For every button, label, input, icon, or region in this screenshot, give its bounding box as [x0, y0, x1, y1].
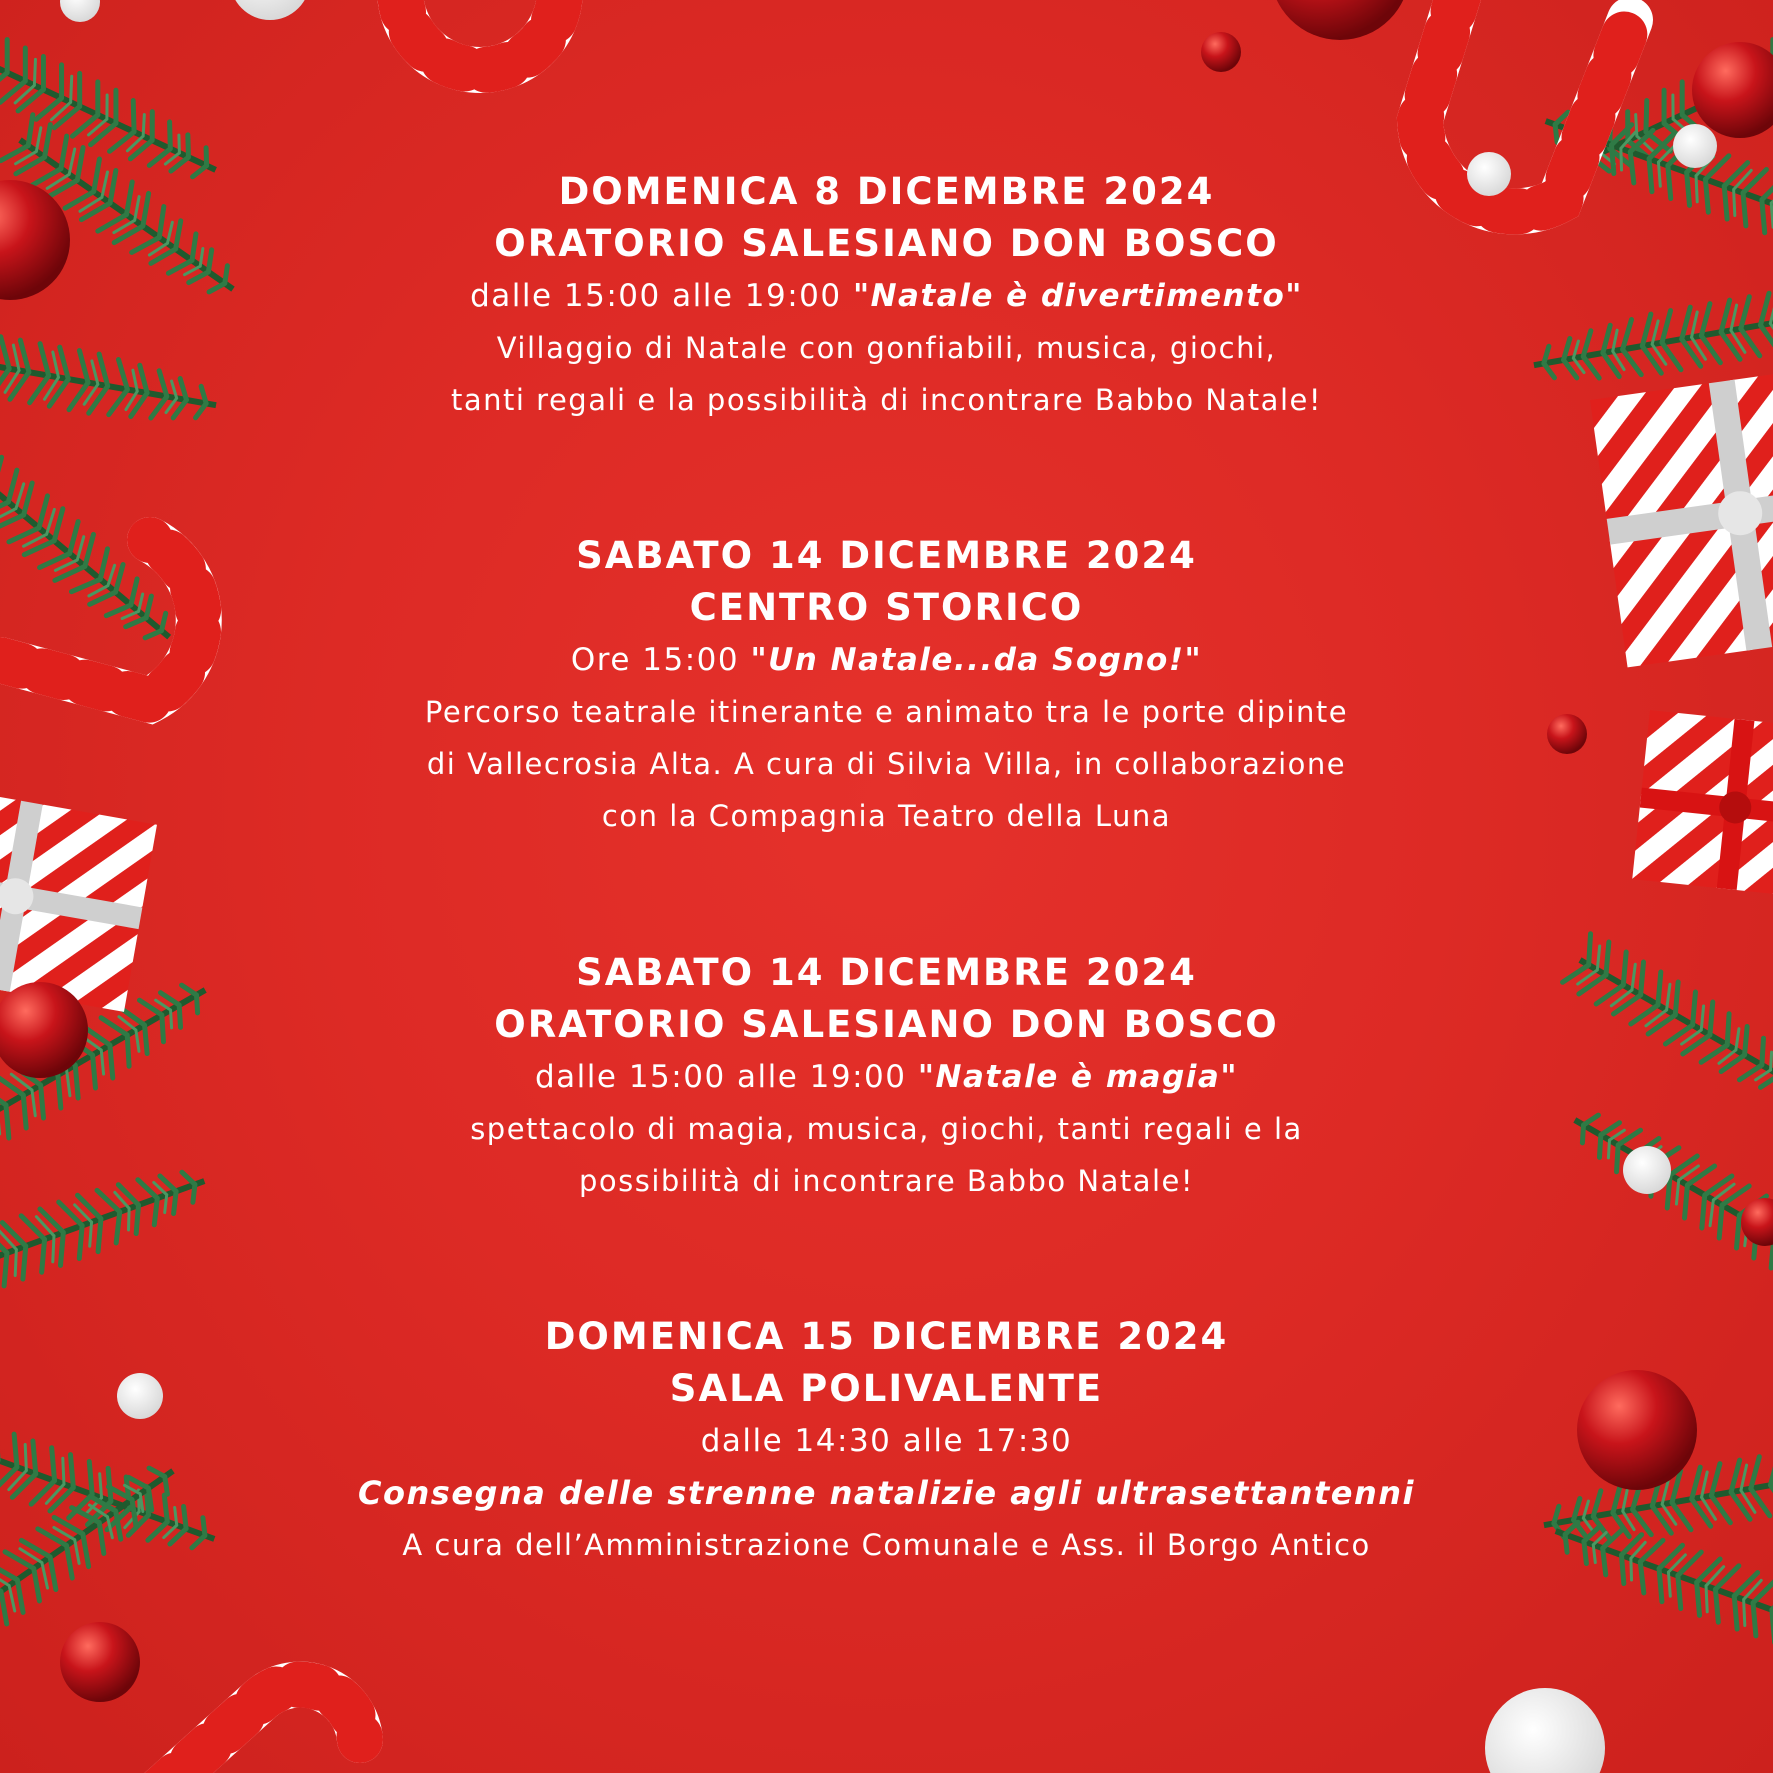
- description-line: spettacolo di magia, musica, giochi, tanti regali e la: [470, 1112, 1303, 1146]
- event-time: dalle 15:00 alle 19:00: [470, 278, 853, 314]
- event-time: dalle 14:30 alle 17:30: [700, 1423, 1073, 1459]
- event-4: [260, 1311, 1513, 1571]
- description-line: possibilità di incontrare Babbo Natale!: [578, 1164, 1195, 1198]
- event-1: [260, 166, 1513, 426]
- event-place: ORATORIO SALESIANO DON BOSCO: [494, 222, 1279, 265]
- event-title: "Natale è magia": [917, 1059, 1238, 1095]
- event-3: [260, 947, 1513, 1207]
- event-time-line: [260, 270, 1513, 322]
- event-time: dalle 15:00 alle 19:00: [535, 1059, 918, 1095]
- description-line: Percorso teatrale itinerante e animato tra le porte dipinte: [424, 695, 1349, 729]
- event-description: [260, 686, 1513, 842]
- event-place: ORATORIO SALESIANO DON BOSCO: [494, 1003, 1279, 1046]
- description-line: tanti regali e la possibilità di incontrare Babbo Natale!: [451, 383, 1322, 417]
- event-time-line: [260, 634, 1513, 686]
- event-date: SABATO 14 DICEMBRE 2024: [576, 951, 1197, 994]
- description-line: Villaggio di Natale con gonfiabili, musica, giochi,: [496, 331, 1277, 365]
- description-line: di Vallecrosia Alta. A cura di Silvia Villa, in collaborazione: [426, 747, 1347, 781]
- event-place: SALA POLIVALENTE: [669, 1367, 1104, 1410]
- event-2: [260, 530, 1513, 842]
- event-time: Ore 15:00: [570, 642, 751, 678]
- event-time-line: [260, 1051, 1513, 1103]
- event-date: DOMENICA 15 DICEMBRE 2024: [544, 1315, 1229, 1358]
- event-subtitle: Consegna delle strenne natalizie agli ultrasettantenni: [358, 1474, 1415, 1512]
- event-description: [260, 1519, 1513, 1571]
- event-title: "Natale è divertimento": [852, 278, 1303, 314]
- event-date: SABATO 14 DICEMBRE 2024: [576, 534, 1197, 577]
- event-date: DOMENICA 8 DICEMBRE 2024: [558, 170, 1215, 213]
- description-line: con la Compagnia Teatro della Luna: [601, 799, 1172, 833]
- event-description: [260, 1103, 1513, 1207]
- description-line: A cura dell’Amministrazione Comunale e Ass. il Borgo Antico: [402, 1528, 1371, 1562]
- event-description: [260, 322, 1513, 426]
- event-title: "Un Natale...da Sogno!": [750, 642, 1203, 678]
- event-place: CENTRO STORICO: [689, 586, 1084, 629]
